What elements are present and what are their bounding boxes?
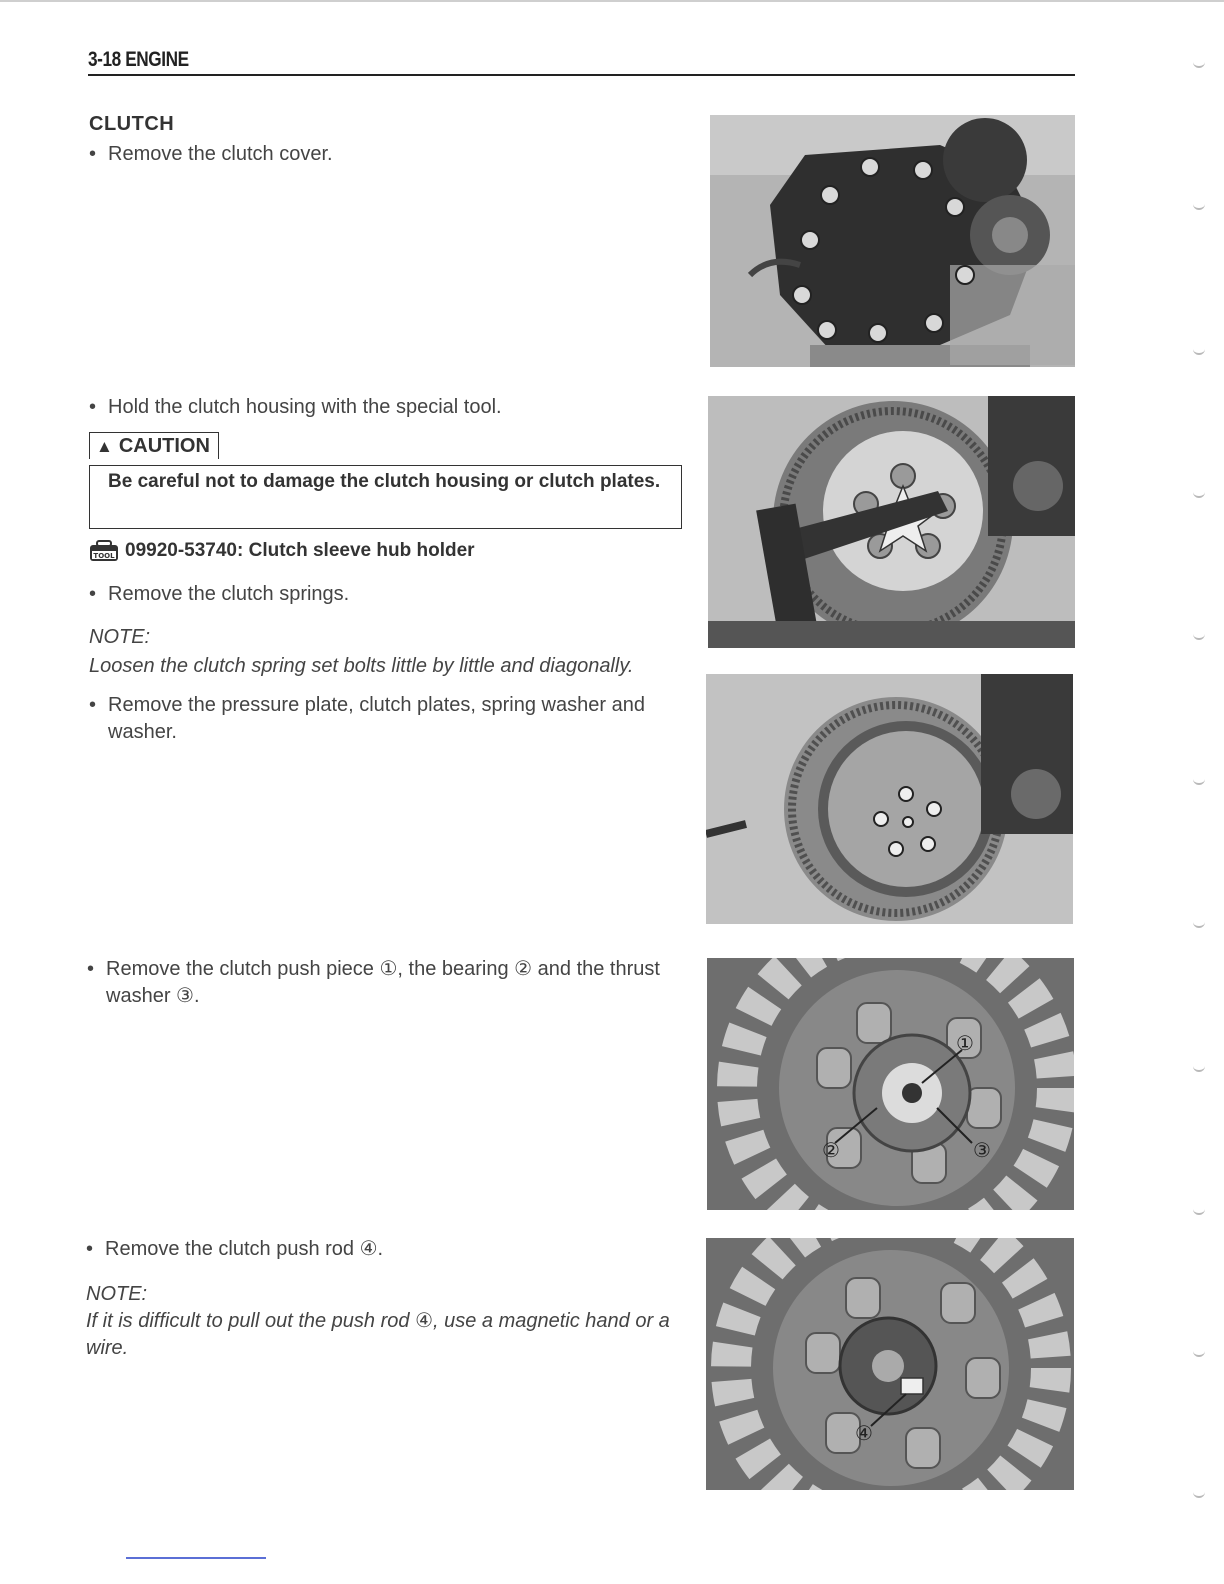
callout-1-label: ① bbox=[956, 1031, 974, 1055]
edge-mark bbox=[1193, 630, 1205, 640]
special-tool-line bbox=[89, 540, 475, 562]
step-remove-cover bbox=[89, 141, 669, 168]
edge-mark bbox=[1193, 775, 1205, 785]
note-text: Loosen the clutch spring set bolts little by little and diagonally. bbox=[89, 655, 634, 677]
edge-mark bbox=[1193, 918, 1205, 928]
special-tool-text: 09920-53740: Clutch sleeve hub holder bbox=[125, 540, 475, 562]
photo-push-piece bbox=[707, 958, 1074, 1210]
bullet-dot: • bbox=[89, 396, 97, 418]
step-text: Remove the clutch springs. bbox=[108, 583, 350, 605]
step-hold-housing bbox=[89, 394, 669, 421]
edge-mark bbox=[1193, 200, 1205, 210]
caution-label bbox=[89, 432, 219, 459]
bullet-dot: • bbox=[89, 143, 97, 165]
photo-special-tool bbox=[708, 396, 1075, 648]
caution-box: Be careful not to damage the clutch housing or clutch plates. bbox=[89, 465, 682, 529]
photo-pressure-plate bbox=[706, 674, 1073, 924]
callout-2-label: ② bbox=[822, 1138, 840, 1162]
note-label: NOTE: bbox=[86, 1283, 148, 1305]
bullet-dot: • bbox=[89, 694, 97, 716]
step-text: Hold the clutch housing with the special tool. bbox=[108, 396, 502, 418]
toolbox-icon bbox=[89, 540, 119, 562]
section-title: CLUTCH bbox=[89, 113, 175, 135]
page-header bbox=[88, 48, 1075, 76]
step-text: Remove the clutch push piece ①, the bearing ② and the thrust washer ③. bbox=[106, 958, 660, 1007]
callout-4-label: ④ bbox=[855, 1421, 873, 1445]
step-remove-springs bbox=[89, 581, 669, 608]
step-remove-plates bbox=[89, 692, 679, 746]
edge-mark bbox=[1193, 1205, 1205, 1215]
photo-clutch-cover bbox=[710, 115, 1075, 367]
note-text: If it is difficult to pull out the push rod ④, use a magnetic hand or a wire. bbox=[86, 1310, 670, 1359]
edge-mark bbox=[1193, 1347, 1205, 1357]
bullet-dot: • bbox=[87, 958, 95, 980]
bullet-dot: • bbox=[86, 1238, 94, 1260]
toolbox-icon-text: TOOL bbox=[93, 552, 115, 560]
bullet-dot: • bbox=[89, 583, 97, 605]
page-reference: 3-18 ENGINE bbox=[88, 48, 189, 71]
edge-mark bbox=[1193, 345, 1205, 355]
note-label: NOTE: bbox=[89, 626, 151, 648]
warning-triangle-icon: ▲ bbox=[96, 437, 113, 456]
top-edge-line bbox=[0, 0, 1224, 2]
step-text: Remove the clutch cover. bbox=[108, 143, 333, 165]
edge-mark bbox=[1193, 58, 1205, 68]
step-remove-push-rod bbox=[86, 1236, 678, 1263]
step-remove-push-piece bbox=[87, 956, 679, 1010]
step-text: Remove the pressure plate, clutch plates, spring washer and washer. bbox=[108, 694, 645, 743]
edge-mark bbox=[1193, 488, 1205, 498]
caution-label-text: CAUTION bbox=[118, 435, 210, 457]
step-text: Remove the clutch push rod ④. bbox=[105, 1238, 384, 1260]
callout-3-label: ③ bbox=[973, 1138, 991, 1162]
edge-mark bbox=[1193, 1062, 1205, 1072]
photo-push-rod bbox=[706, 1238, 1074, 1490]
edge-mark bbox=[1193, 1488, 1205, 1498]
bottom-link-rule bbox=[126, 1557, 266, 1559]
